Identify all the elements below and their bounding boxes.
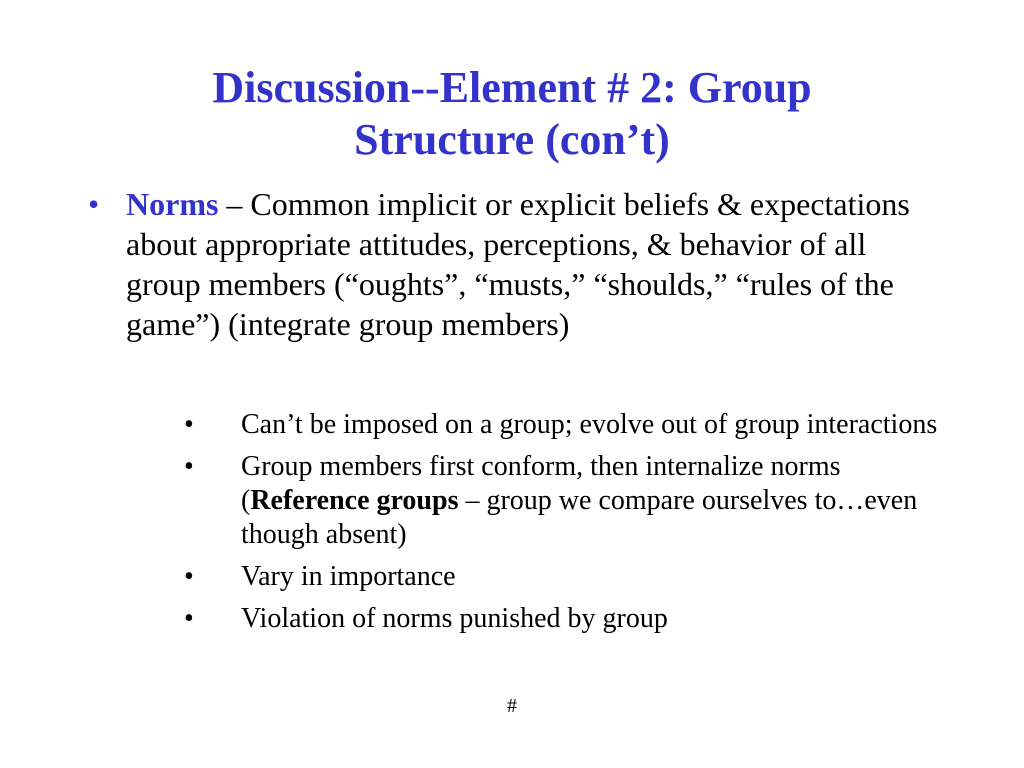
norms-definition: – Common implicit or explicit beliefs & expectations about appropriate attitudes, perceptions, & behavior of all group members (“oughts”, “musts,” “shoulds,” “rules of the game”) (integrate group members) [126, 186, 910, 342]
main-bullet-item-norms [88, 184, 928, 344]
sub-bullet-list [184, 408, 944, 644]
sub-bullet-text-after: – group we compare ourselves to…even though absent) [241, 485, 918, 550]
sub-bullet-text: Violation of norms punished by group [241, 603, 668, 634]
title-line-1: Discussion--Element # 2: Group [212, 63, 812, 112]
sub-bullet-text: Vary in importance [241, 561, 456, 592]
term-reference-groups: Reference groups [250, 485, 459, 516]
sub-bullet-text-before: Group members first conform, then internalize norms ( [241, 451, 841, 516]
bullet-icon: • [184, 603, 194, 634]
page-number: # [507, 695, 517, 717]
slide-title [100, 62, 924, 166]
bullet-icon: • [184, 561, 194, 592]
sub-bullet-item [184, 602, 944, 636]
title-line-2: Structure (con’t) [354, 115, 670, 164]
sub-bullet-text: Can’t be imposed on a group; evolve out of group interactions [241, 409, 938, 440]
main-bullet-list [88, 184, 928, 344]
sub-bullet-item [184, 408, 944, 442]
term-norms: Norms [126, 186, 219, 222]
bullet-icon: • [184, 451, 194, 482]
bullet-icon: • [88, 186, 100, 222]
bullet-icon: • [184, 409, 194, 440]
sub-bullet-item [184, 450, 944, 552]
sub-bullet-item [184, 560, 944, 594]
